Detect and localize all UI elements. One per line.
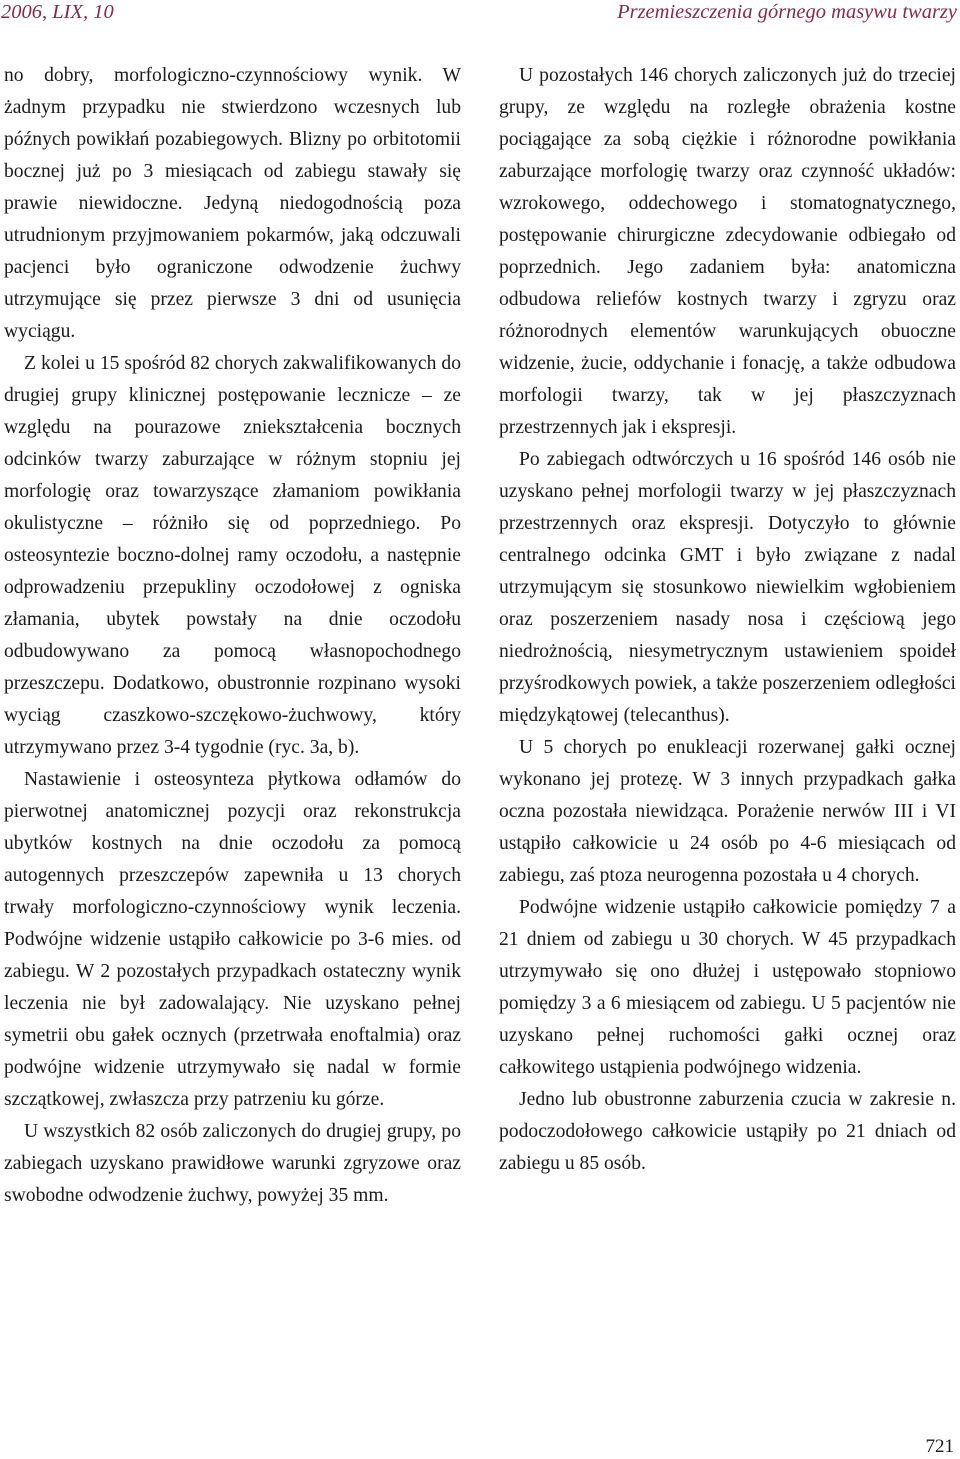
running-header [0, 0, 960, 28]
paragraph: U pozostałych 146 chorych zaliczonych już do trzeciej grupy, ze względu na rozległe obrażenia kostne pociągające za sobą ciężkie i różnorodne powikłania zaburzające morfologię twarzy oraz czynność układów: wzrokowego, oddechowego i stomatognatycznego, postępowanie chirurgiczne zdecydowanie odbiegało od poprzednich. Jego zadaniem była: anatomiczna odbudowa reliefów kostnych twarzy i zgryzu oraz różnorodnych elementów warunkujących obuoczne widzenie, żucie, oddychanie i fonację, a także odbudowa morfologii twarzy, tak w jej płaszczyznach przestrzennych jak i ekspresji. [499, 65, 956, 438]
page-number: 721 [925, 1436, 954, 1457]
paragraph: Podwójne widzenie ustąpiło całkowicie pomiędzy 7 a 21 dniem od zabiegu u 30 chorych. W 45 przypadkach utrzymywało się ono dłużej i ustępowało stopniowo pomiędzy 3 a 6 miesiącem od zabiegu. U 5 pacjentów nie uzyskano pełnej ruchomości gałki ocznej oraz całkowitego ustąpienia podwójnego widzenia. [499, 897, 956, 1078]
article-running-title: Przemieszczenia górnego masywu twarzy [617, 1, 957, 23]
journal-issue: 2006, LIX, 10 [1, 1, 114, 23]
right-column [499, 60, 956, 1180]
left-column [4, 60, 461, 1212]
paragraph: Z kolei u 15 spośród 82 chorych zakwalifikowanych do drugiej grupy klinicznej postępowanie lecznicze – ze względu na pourazowe zniekształcenia bocznych odcinków twarzy zaburzające w różnym stopniu jej morfologię oraz towarzyszące złamaniom powikłania okulistyczne – różniło się od poprzedniego. Po osteosyntezie boczno-dolnej ramy oczodołu, a następnie odprowadzeniu przepukliny oczodołowej z ogniska złamania, ubytek powstały na dnie oczodołu odbudowywano za pomocą własnopochodnego przeszczepu. Dodatkowo, obustronnie rozpinano wysoki wyciąg czaszkowo-szczękowo-żuchwowy, który utrzymywano przez 3-4 tygodnie (ryc. 3a, b). [4, 353, 461, 758]
paragraph: Po zabiegach odtwórczych u 16 spośród 146 osób nie uzyskano pełnej morfologii twarzy w jej płaszczyznach przestrzennych oraz ekspresji. Dotyczyło to głównie centralnego odcinka GMT i było związane z nadal utrzymującym się stosunkowo niewielkim wgłobieniem oraz poszerzeniem nasady nosa i częściową jego niedrożnością, niesymetrycznym ustawieniem spoideł przyśrodkowych powiek, a także poszerzeniem odległości międzykątowej (telecanthus). [499, 449, 956, 726]
paragraph: Nastawienie i osteosynteza płytkowa odłamów do pierwotnej anatomicznej pozycji oraz rekonstrukcja ubytków kostnych na dnie oczodołu za pomocą autogennych przeszczepów zapewniła u 13 chorych trwały morfologiczno-czynnościowy wynik leczenia. Podwójne widzenie ustąpiło całkowicie po 3-6 mies. od zabiegu. W 2 pozostałych przypadkach ostateczny wynik leczenia nie był zadowalający. Nie uzyskano pełnej symetrii obu gałek ocznych (przetrwała enoftalmia) oraz podwójne widzenie utrzymywało się nadal w formie szczątkowej, zwłaszcza przy patrzeniu ku górze. [4, 769, 461, 1110]
paragraph: U 5 chorych po enukleacji rozerwanej gałki ocznej wykonano jej protezę. W 3 innych przypadkach gałka oczna pozostała niewidząca. Porażenie nerwów III i VI ustąpiło całkowicie u 24 osób po 4-6 miesiącach od zabiegu, zaś ptoza neurogenna pozostała u 4 chorych. [499, 737, 956, 886]
paragraph: no dobry, morfologiczno-czynnościowy wynik. W żadnym przypadku nie stwierdzono wczesnych lub późnych powikłań pozabiegowych. Blizny po orbitotomii bocznej już po 3 miesiącach od zabiegu stawały się prawie niewidoczne. Jedyną niedogodnością poza utrudnionym przyjmowaniem pokarmów, jaką odczuwali pacjenci było ograniczone odwodzenie żuchwy utrzymujące się przez pierwsze 3 dni od usunięcia wyciągu. [4, 65, 461, 342]
paragraph: Jedno lub obustronne zaburzenia czucia w zakresie n. podoczodołowego całkowicie ustąpiły po 21 dniach od zabiegu u 85 osób. [499, 1089, 956, 1174]
paragraph: U wszystkich 82 osób zaliczonych do drugiej grupy, po zabiegach uzyskano prawidłowe warunki zgryzowe oraz swobodne odwodzenie żuchwy, powyżej 35 mm. [4, 1121, 461, 1206]
